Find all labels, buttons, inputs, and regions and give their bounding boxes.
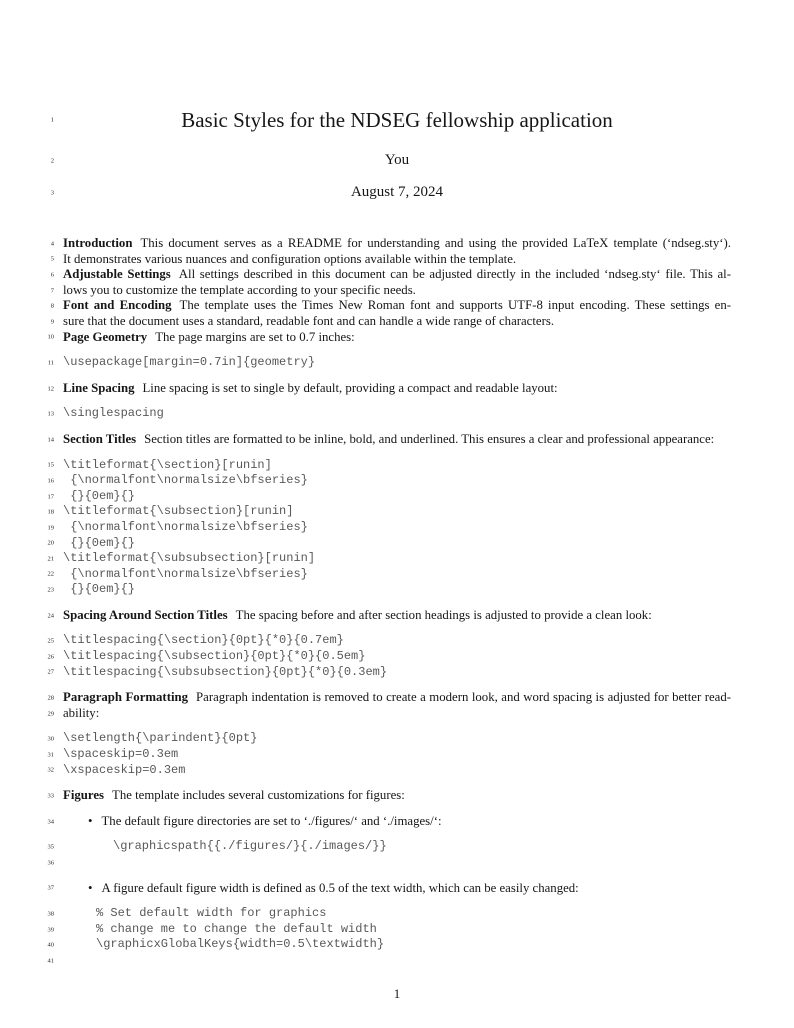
line-text-content: lows you to customize the template according to your specific needs. — [63, 282, 416, 297]
run-in-heading: Figures — [63, 788, 104, 803]
page-number: 1 — [393, 986, 401, 1001]
line-22 — [0, 567, 794, 583]
line-number: 15 — [47, 461, 54, 469]
line-text — [63, 432, 731, 448]
line-text — [63, 536, 731, 552]
author-name — [63, 151, 731, 170]
line-40 — [0, 937, 794, 953]
line-text-content: ability: — [63, 705, 100, 720]
line-number: 11 — [47, 359, 54, 367]
line-text-content: August 7, 2024 — [350, 184, 444, 200]
line-23 — [0, 582, 794, 598]
line-text-content: {\normalfont\normalsize\bfseries} — [63, 566, 308, 581]
line-number: 28 — [47, 694, 54, 702]
line-text-content: % Set default width for graphics — [96, 906, 327, 921]
line-number: 3 — [50, 189, 54, 197]
line-text-content: Basic Styles for the NDSEG fellowship application — [181, 108, 613, 132]
line-text — [63, 267, 731, 283]
line-text-content: \titlespacing{\subsection}{0pt}{*0}{0.5em} — [63, 649, 366, 664]
line-text — [96, 937, 731, 953]
line-text — [63, 381, 731, 397]
line-text — [63, 763, 731, 779]
line-text-content: A figure default figure width is defined as 0.5 of the text width, which can be easily changed: — [101, 880, 579, 895]
line-number: 13 — [47, 410, 54, 418]
line-21 — [0, 551, 794, 567]
line-text — [63, 665, 731, 681]
line-text — [63, 406, 731, 422]
line-17 — [0, 489, 794, 505]
line-34 — [0, 814, 794, 830]
line-number: 16 — [47, 477, 54, 485]
line-number: 12 — [47, 385, 54, 393]
line-11 — [0, 355, 794, 371]
line-text — [63, 489, 731, 505]
line-28 — [0, 690, 794, 706]
line-text-content: You — [384, 152, 410, 168]
line-29 — [0, 706, 794, 722]
line-33 — [0, 788, 794, 804]
line-number: 20 — [47, 539, 54, 547]
line-text — [63, 520, 731, 536]
line-text — [63, 298, 731, 314]
line-number: 8 — [50, 302, 54, 310]
line-number: 2 — [50, 157, 54, 165]
line-number: 25 — [47, 637, 54, 645]
line-number: 18 — [47, 508, 54, 516]
line-number: 22 — [47, 571, 54, 579]
line-20 — [0, 536, 794, 552]
line-text-content: The template uses the Times New Roman font and supports UTF-8 input encoding. These settings en- — [179, 298, 731, 313]
run-in-heading: Paragraph Formatting — [63, 690, 189, 705]
line-text — [63, 473, 731, 489]
line-6 — [0, 267, 794, 283]
line-text — [63, 314, 731, 330]
line-text — [63, 252, 731, 268]
line-text — [96, 906, 731, 922]
line-text-content: Line spacing is set to single by default, providing a compact and readable layout: — [142, 380, 558, 395]
line-number: 4 — [50, 240, 54, 248]
line-number: 34 — [47, 818, 54, 826]
line-text — [63, 458, 731, 474]
line-14 — [0, 432, 794, 448]
document-date — [63, 183, 731, 202]
line-number: 21 — [47, 555, 54, 563]
line-number: 41 — [47, 957, 54, 965]
line-number: 14 — [47, 436, 54, 444]
line-text — [63, 551, 731, 567]
line-text-content: {\normalfont\normalsize\bfseries} — [63, 519, 308, 534]
line-text-content: \titleformat{\section}[runin] — [63, 457, 272, 472]
line-text-content: This document serves as a README for understanding and using the provided LaTeX template (‘ndseg.sty‘). — [140, 236, 731, 250]
line-32 — [0, 763, 794, 779]
line-24 — [0, 608, 794, 624]
line-number: 32 — [47, 767, 54, 775]
line-number: 5 — [50, 256, 54, 264]
line-number: 6 — [50, 271, 54, 279]
line-text — [63, 236, 731, 252]
line-text-content: {}{0em}{} — [63, 582, 136, 597]
bullet-icon: • — [88, 880, 93, 895]
line-12 — [0, 381, 794, 397]
line-text — [63, 881, 731, 897]
line-1 — [0, 106, 794, 134]
line-number: 9 — [50, 318, 54, 326]
line-8 — [0, 298, 794, 314]
line-7 — [0, 283, 794, 299]
line-number: 1 — [50, 116, 54, 124]
line-text-content: % change me to change the default width — [96, 921, 377, 936]
line-number: 37 — [47, 885, 54, 893]
line-number: 27 — [47, 669, 54, 677]
line-25 — [0, 633, 794, 649]
line-number: 24 — [47, 612, 54, 620]
line-number: 23 — [47, 586, 54, 594]
line-text-content: Section titles are formatted to be inline, bold, and underlined. This ensures a clear and professional appearance: — [144, 431, 715, 446]
line-text — [63, 283, 731, 299]
line-5 — [0, 252, 794, 268]
line-text — [113, 839, 731, 855]
run-in-heading: Page Geometry — [63, 329, 148, 344]
line-38 — [0, 906, 794, 922]
line-text — [63, 504, 731, 520]
line-text-content: \singlespacing — [63, 406, 164, 421]
line-text — [63, 567, 731, 583]
line-30 — [0, 731, 794, 747]
line-19 — [0, 520, 794, 536]
line-number: 33 — [47, 792, 54, 800]
line-4 — [0, 236, 794, 252]
line-text-content: \graphicspath{{./figures/}{./images/}} — [113, 839, 387, 854]
line-text-content: sure that the document uses a standard, readable font and can handle a wide range of characters. — [63, 313, 555, 328]
line-text — [63, 706, 731, 722]
line-number: 17 — [47, 493, 54, 501]
line-text-content: The default figure directories are set to ‘./figures/‘ and ‘./images/‘: — [101, 813, 442, 828]
line-18 — [0, 504, 794, 520]
line-text — [63, 731, 731, 747]
line-text — [96, 922, 731, 938]
line-text — [63, 788, 731, 804]
line-41 — [0, 953, 794, 969]
line-15 — [0, 458, 794, 474]
run-in-heading: Line Spacing — [63, 380, 135, 395]
line-text-content: \titleformat{\subsubsection}[runin] — [63, 551, 316, 566]
line-text-content: \setlength{\parindent}{0pt} — [63, 731, 258, 746]
run-in-heading: Section Titles — [63, 431, 137, 446]
line-number: 36 — [47, 859, 54, 867]
line-31 — [0, 747, 794, 763]
line-text — [63, 633, 731, 649]
line-text — [63, 355, 731, 371]
line-number: 7 — [50, 287, 54, 295]
line-text — [63, 747, 731, 763]
line-text — [63, 330, 731, 346]
line-number: 39 — [47, 926, 54, 934]
bullet-icon: • — [88, 813, 93, 828]
run-in-heading: Font and Encoding — [63, 298, 172, 313]
line-text-content: \titlespacing{\section}{0pt}{*0}{0.7em} — [63, 633, 344, 648]
line-13 — [0, 406, 794, 422]
line-9 — [0, 314, 794, 330]
run-in-heading: Spacing Around Section Titles — [63, 607, 228, 622]
line-number: 19 — [47, 524, 54, 532]
line-number: 30 — [47, 735, 54, 743]
line-text — [63, 814, 731, 830]
document-title — [63, 106, 731, 134]
line-text-content: It demonstrates various nuances and configuration options available within the template. — [63, 251, 517, 266]
line-text-content: \titleformat{\subsection}[runin] — [63, 504, 294, 519]
line-text-content: \usepackage[margin=0.7in]{geometry} — [63, 355, 316, 370]
line-3 — [0, 183, 794, 202]
line-number: 35 — [47, 843, 54, 851]
line-number: 26 — [47, 653, 54, 661]
line-text-content: \spaceskip=0.3em — [63, 747, 179, 762]
line-text — [63, 608, 731, 624]
line-text — [63, 690, 731, 706]
line-text — [63, 649, 731, 665]
run-in-heading: Adjustable Settings — [63, 267, 171, 282]
line-text-content: Paragraph indentation is removed to create a modern look, and word spacing is adjusted for better read- — [196, 690, 731, 705]
line-text — [63, 582, 731, 598]
run-in-heading: Introduction — [63, 236, 133, 250]
line-number: 31 — [47, 751, 54, 759]
line-text-content: All settings described in this document can be adjusted directly in the included ‘ndseg.sty‘ file. This al- — [178, 267, 731, 282]
line-text-content: {}{0em}{} — [63, 535, 136, 550]
line-2 — [0, 151, 794, 170]
line-number: 29 — [47, 710, 54, 718]
line-text-content: \graphicxGlobalKeys{width=0.5\textwidth} — [96, 937, 385, 952]
line-27 — [0, 665, 794, 681]
line-number: 10 — [47, 334, 54, 342]
line-10 — [0, 330, 794, 346]
line-text-content: {\normalfont\normalsize\bfseries} — [63, 473, 308, 488]
line-text-content: The template includes several customizations for figures: — [112, 788, 405, 803]
line-text-content: \titlespacing{\subsubsection}{0pt}{*0}{0.3em} — [63, 664, 388, 679]
line-text-content: {}{0em}{} — [63, 488, 136, 503]
line-39 — [0, 922, 794, 938]
line-36 — [0, 855, 794, 871]
line-35 — [0, 839, 794, 855]
line-text-content: The page margins are set to 0.7 inches: — [155, 329, 355, 344]
line-text-content: \xspaceskip=0.3em — [63, 762, 186, 777]
line-16 — [0, 473, 794, 489]
line-number: 40 — [47, 941, 54, 949]
line-26 — [0, 649, 794, 665]
line-text-content: The spacing before and after section headings is adjusted to provide a clean look: — [235, 607, 652, 622]
line-37 — [0, 881, 794, 897]
line-number: 38 — [47, 910, 54, 918]
